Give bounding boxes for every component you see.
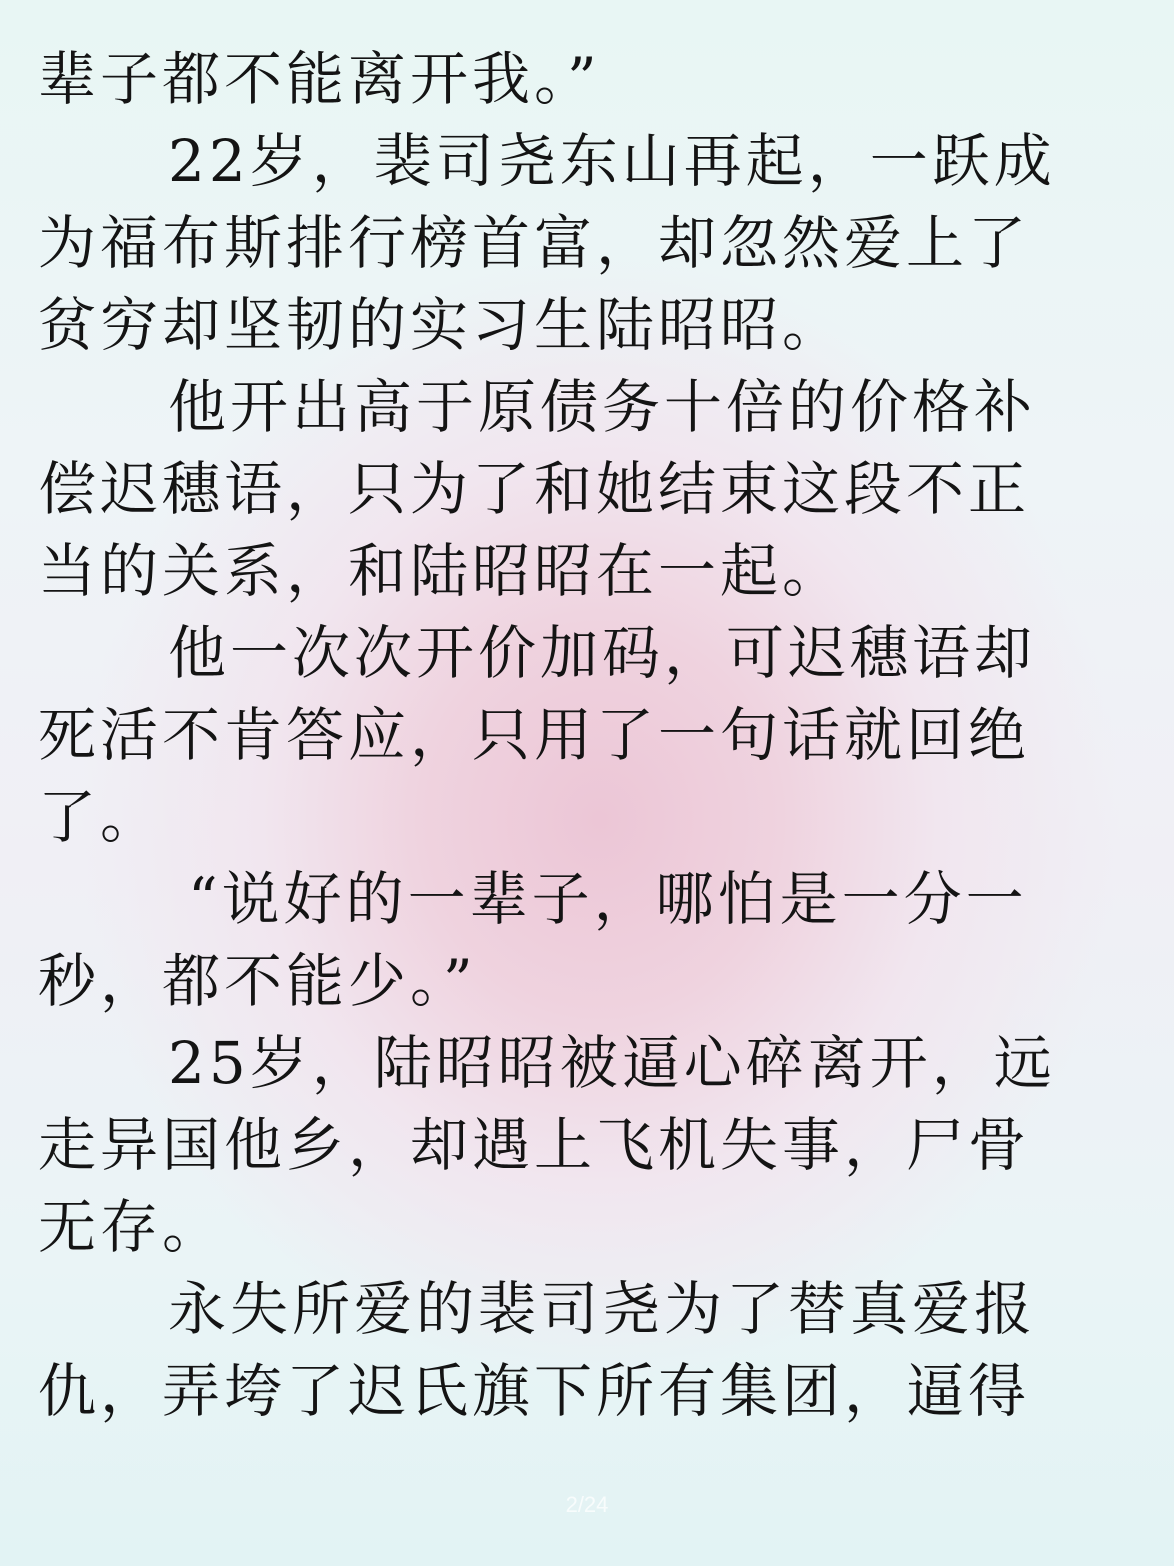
text-line: “说好的一辈子，哪怕是一分一 bbox=[188, 865, 1028, 933]
text-line: 走异国他乡，却遇上飞机失事，尸骨 bbox=[38, 1111, 1031, 1179]
text-line: 偿迟穗语，只为了和她结束这段不正 bbox=[38, 455, 1031, 523]
text-line: 辈子都不能离开我。” bbox=[38, 45, 601, 113]
text-line: 永失所爱的裴司尧为了替真爱报 bbox=[168, 1275, 1037, 1343]
text-line: 了。 bbox=[38, 783, 163, 851]
text-line: 为福布斯排行榜首富，却忽然爱上了 bbox=[38, 209, 1031, 277]
text-line: 他一次次开价加码，可迟穗语却 bbox=[168, 619, 1037, 687]
text-line: 他开出高于原债务十倍的价格补 bbox=[168, 373, 1037, 441]
text-line: 25岁，陆昭昭被逼心碎离开，远 bbox=[168, 1029, 1056, 1097]
text-line: 死活不肯答应，只用了一句话就回绝 bbox=[38, 701, 1031, 769]
text-line: 仇，弄垮了迟氏旗下所有集团，逼得 bbox=[38, 1357, 1031, 1425]
page-indicator: 2/24 bbox=[565, 1492, 609, 1517]
text-line: 当的关系，和陆昭昭在一起。 bbox=[38, 537, 845, 605]
text-line: 22岁，裴司尧东山再起，一跃成 bbox=[168, 127, 1056, 195]
text-line: 秒，都不能少。” bbox=[38, 947, 477, 1015]
text-line: 贫穷却坚韧的实习生陆昭昭。 bbox=[38, 291, 845, 359]
text-line: 无存。 bbox=[38, 1193, 225, 1261]
document-text bbox=[38, 38, 1088, 1432]
